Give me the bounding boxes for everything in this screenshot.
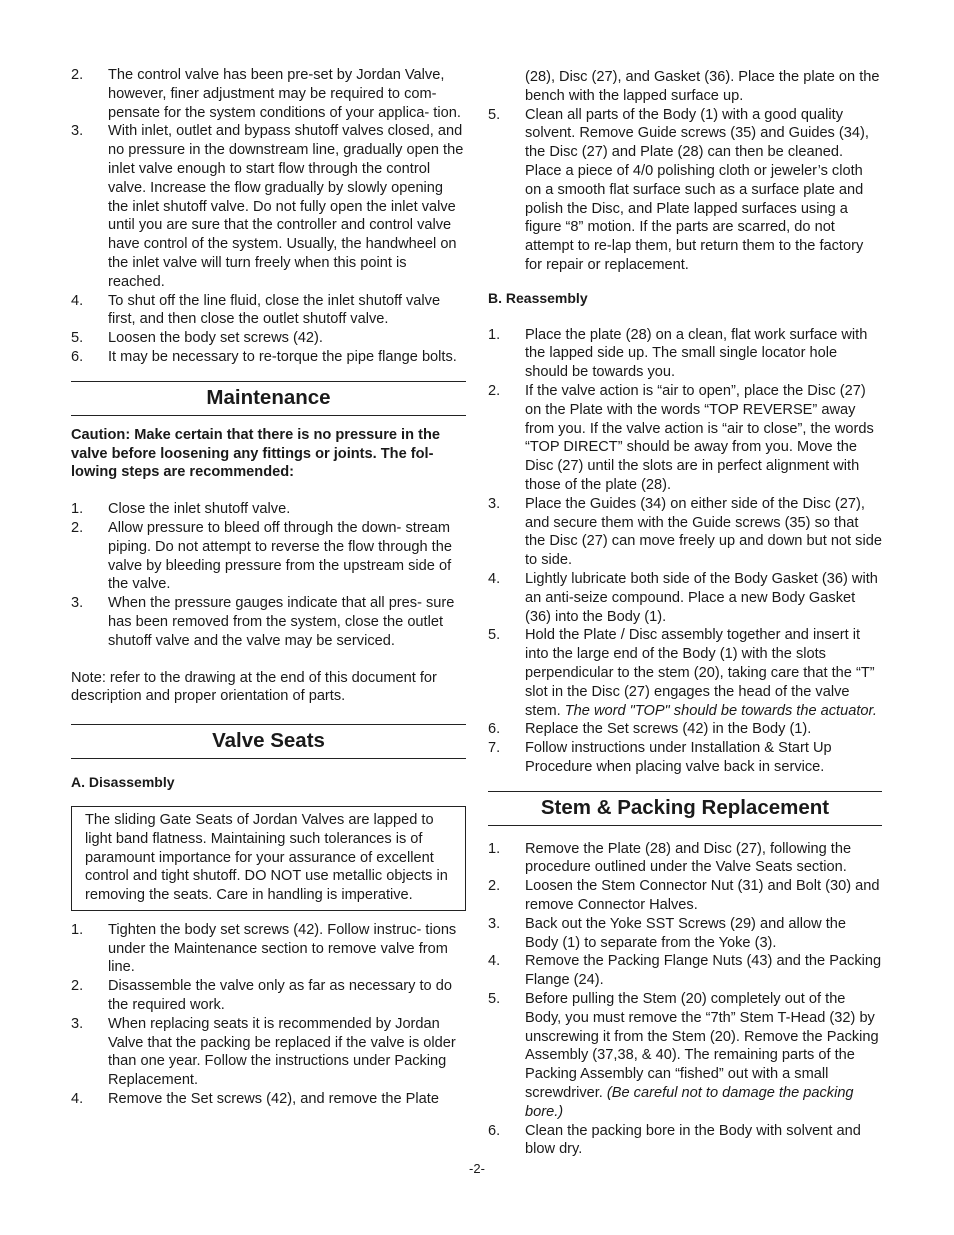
list-item: 3. When the pressure gauges indicate that all pres- sure has been removed from the system, close the outlet shutoff valve and the valve may be serviced. [71,595,455,649]
page-number: -2- [469,1161,485,1176]
list-item: 6. Clean the packing bore in the Body with solvent and blow dry. [488,1122,861,1158]
maintenance-heading: Maintenance [71,381,466,416]
list-item: 4. To shut off the line fluid, close the inlet shutoff valve first, and then close the outlet shutoff valve. [71,292,441,328]
caution-box: The sliding Gate Seats of Jordan Valves are lapped to light band flatness. Maintaining such tolerances is of paramount importance for your assurance of excellent control and tight shutoff. DO NOT use metallic objects in removing the seats. Care in handling is imperative. [71,806,466,911]
list-item: 3. Place the Guides (34) on either side of the Disc (27), and secure them with the Guide screws (35) so that the Disc (27) can move freely up and down but not side to side. [488,495,882,569]
continuation-text: (28), Disc (27), and Gasket (36). Place the plate on the bench with the lapped surface up. [525,69,880,104]
valve-seats-heading: Valve Seats [71,724,466,759]
list-item: 2. The control valve has been pre-set by Jordan Valve, however, finer adjustment may be required to com- pensate for the system conditions of your applica- tion. [71,67,461,121]
list-item: 3. When replacing seats it is recommended by Jordan Valve that the packing be replaced if the valve is older than one year. Follow the instructions under Packing Replacement. [71,1015,456,1089]
list-item: 1. Close the inlet shutoff valve. [71,501,291,518]
list-item: 1. Tighten the body set screws (42). Follow instruc- tions under the Maintenance section to remove valve from line. [71,921,457,976]
list-item: 3. Back out the Yoke SST Screws (29) and allow the Body (1) to separate from the Yoke (3). [488,915,846,951]
disassembly-steps [71,921,466,1109]
list-item: 6. It may be necessary to re-torque the pipe flange bolts. [71,348,457,365]
emphasis-note: (Be careful not to damage the packing bore.) [525,1085,854,1120]
emphasis-note: The word "TOP" should be towards the actuator. [564,702,877,719]
list-item: 5. Loosen the body set screws (42). [71,330,323,347]
list-item: 4. Remove the Set screws (42), and remove the Plate [71,1091,439,1108]
list-item: 5. Clean all parts of the Body (1) with a good quality solvent. Remove Guide screws (35) and Guides (34), the Disc (27) and Plate (28) can then be cleaned. Place a piece of 4/0 polishing cloth or jeweler’s cloth on a smooth flat surface such as a surface plate and polish the Disc, and Plate lapped surfaces using a figure “8” motion. If the parts are scarred, do not attempt to re-lap them, but return them to the factory for repair or replacement. [488,106,869,273]
list-item: 6. Replace the Set screws (42) in the Body (1). [488,721,812,738]
stem-steps [488,840,882,1160]
list-item: 7. Follow instructions under Installation & Start Up Procedure when placing valve back in service. [488,740,832,775]
list-item: 2. If the valve action is “air to open”, place the Disc (27) on the Plate with the words “TOP REVERSE” away from you. If the valve action is “air to close”, the words “TOP DIRECT” should be away from you. Move the Disc (27) until the slots are in perfect alignment with those of the plate (28). [488,382,874,493]
note-text: Note: refer to the drawing at the end of this document for description and proper orientation of parts. [71,669,437,705]
disassembly-steps-continued [488,106,882,275]
maintenance-steps [71,500,466,650]
left-column [71,66,466,1109]
reassembly-label: B. Reassembly [488,289,588,306]
disassembly-label: A. Disassembly [71,774,175,791]
stem-packing-heading: Stem & Packing Replacement [488,791,882,826]
caution-text: Caution: Make certain that there is no pressure in the valve before loosening any fittings or joints. The fol- lowing steps are recommended: [71,426,440,481]
list-item: 4. Lightly lubricate both side of the Body Gasket (36) with an anti-seize compound. Place a new Body Gasket (36) into the Body (1). [488,570,878,625]
list-item: 2. Allow pressure to bleed off through the down- stream piping. Do not attempt to reverse the flow through the valve by bleeding pressure from the upstream side of the valve. [71,519,452,593]
startup-steps [71,66,466,367]
list-item: 5. Hold the Plate / Disc assembly together and insert it into the large end of the Body (1) with the slots perpendicular to the stem (20), taking care that the “T” slot in the Disc (27) engages the head of the valve stem. The word "TOP" should be towards the actuator. [488,627,877,719]
reassembly-steps [488,326,882,777]
list-item: 1. Place the plate (28) on a clean, flat work surface with the lapped side up. The small single locator hole should be towards you. [488,326,868,381]
list-item: 2. Disassemble the valve only as far as necessary to do the required work. [71,978,452,1014]
right-column [488,68,882,1159]
list-item: 4. Remove the Packing Flange Nuts (43) and the Packing Flange (24). [488,953,882,989]
list-item: 1. Remove the Plate (28) and Disc (27), following the procedure outlined under the Valve Seats section. [488,840,852,876]
list-item: 5. Before pulling the Stem (20) completely out of the Body, you must remove the “7th” Stem T-Head (32) by unscrewing it from the Stem (20). Remove the Packing Assembly (37,38, & 40). The remaining parts of the Packing Assembly can “fished” out with a small screwdriver. (Be careful not to damage the packing bore.) [488,991,879,1120]
list-item: 3. With inlet, outlet and bypass shutoff valves closed, and no pressure in the downstream line, gradually open the inlet valve enough to start flow through the control valve. Increase the flow gradually by slowly opening the inlet shutoff valve. Do not fully open the inlet valve until you are sure that the controller and control valve have control of the system. Usually, the handwheel on the inlet valve will turn freely when this point is reached. [71,123,464,290]
list-item: 2. Loosen the Stem Connector Nut (31) and Bolt (30) and remove Connector Halves. [488,878,880,914]
